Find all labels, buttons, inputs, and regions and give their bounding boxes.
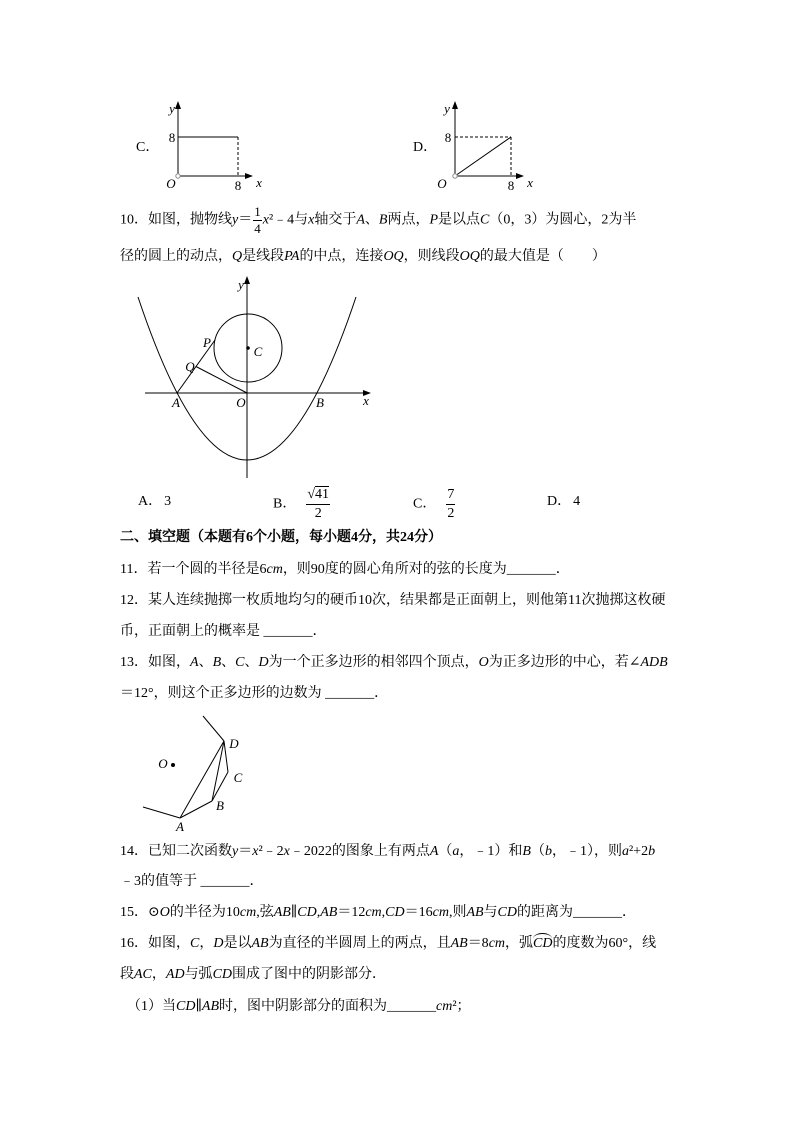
math-variable: OQ xyxy=(383,249,404,264)
text-run: ,则 xyxy=(448,905,467,920)
text-run: 两点， xyxy=(387,212,430,228)
text-run: 的最大值是（ ） xyxy=(479,249,606,264)
text-run: ²+2 xyxy=(628,844,649,859)
math-variable: A xyxy=(356,212,365,228)
q13-figure xyxy=(143,716,243,834)
text-run: ＝12 xyxy=(337,905,366,920)
text-run: ， xyxy=(151,967,166,982)
edge-dc xyxy=(224,741,228,772)
option-b-fraction xyxy=(306,487,330,522)
diagonal-segment xyxy=(455,137,511,176)
math-variable: cm xyxy=(488,936,506,951)
math-variable: ADB xyxy=(640,655,668,670)
y-tick-label: 8 xyxy=(444,130,452,145)
text-run: 的半径为10 xyxy=(169,905,240,920)
x-axis-label: x xyxy=(363,393,369,408)
text-run: 为直径的半圆周上的两点，且 xyxy=(268,936,451,951)
math-variable: AB xyxy=(251,936,269,951)
math-variable: A xyxy=(190,655,199,670)
text-run: ,弦 xyxy=(256,905,274,920)
option-b-numerator xyxy=(306,487,330,505)
q16-line-3 xyxy=(127,997,471,1017)
text-run: 、 xyxy=(221,655,236,670)
point-b-label: B xyxy=(216,798,224,813)
text-run: 与 xyxy=(483,905,498,920)
q14-line-2 xyxy=(120,872,264,892)
x-axis-label: x xyxy=(527,175,533,190)
origin-label: O xyxy=(437,176,447,191)
option-b-label: B． xyxy=(273,496,297,512)
math-variable: PA xyxy=(284,249,300,264)
fraction xyxy=(253,205,262,236)
x-axis-label: x xyxy=(256,175,262,190)
text-run: 、 xyxy=(364,212,379,228)
math-variable: AB xyxy=(450,936,468,951)
x-tick-label: 8 xyxy=(507,178,515,193)
text-run: ∥ xyxy=(290,905,298,920)
option-c-numerator: 7 xyxy=(446,487,455,505)
math-variable: x xyxy=(252,844,259,859)
text-run: （1）当 xyxy=(127,999,176,1014)
math-variable: AC xyxy=(134,967,152,982)
y-axis-arrow xyxy=(175,101,181,109)
option-a xyxy=(138,492,171,512)
math-variable: AB xyxy=(466,905,484,920)
math-variable: CD xyxy=(212,967,233,982)
math-variable: x xyxy=(308,212,315,228)
option-d-label: D． xyxy=(547,494,572,509)
text-run: 轴交于 xyxy=(314,212,357,228)
math-variable: x xyxy=(283,844,290,859)
y-tick-label: 8 xyxy=(168,130,176,145)
point-a-label: A xyxy=(176,819,184,834)
option-c-fraction xyxy=(446,487,455,522)
math-variable: B xyxy=(522,844,531,859)
point-p-label: P xyxy=(203,335,211,350)
math-variable: CD xyxy=(176,999,196,1014)
text-run: ＝8 xyxy=(467,936,489,951)
text-run: 与弧 xyxy=(184,967,213,982)
center-o-dot xyxy=(171,763,175,767)
text-run: ﹣2022的图象上有两点 xyxy=(289,844,430,859)
text-run: ，则线段 xyxy=(403,249,460,264)
math-variable: D xyxy=(258,655,269,670)
option-d xyxy=(547,492,580,512)
text-run: 段 xyxy=(120,967,134,982)
text-run: ，﹣1），则 xyxy=(551,844,622,859)
math-variable: cm xyxy=(365,905,382,920)
polygon-edge xyxy=(203,716,224,741)
q15-line-1 xyxy=(120,903,636,923)
y-axis-arrow xyxy=(452,101,458,109)
point-c-label: C xyxy=(253,344,263,359)
text-run: ，﹣1）和 xyxy=(459,844,523,859)
q10-line-2 xyxy=(120,247,606,267)
math-variable: A xyxy=(429,844,439,859)
text-run: ＝ xyxy=(238,212,253,228)
math-variable: B xyxy=(378,212,388,228)
q10-line-1 xyxy=(120,205,636,236)
q16-line-1 xyxy=(120,934,656,954)
text-run: 16．如图， xyxy=(120,936,190,951)
diagonal-db xyxy=(212,741,224,801)
text-run: 的距离为_______． xyxy=(517,905,636,920)
option-c xyxy=(413,487,456,522)
q12-line-1 xyxy=(120,591,665,611)
text-run: 是以点 xyxy=(438,212,481,228)
math-variable: y xyxy=(232,212,239,228)
math-variable: cm xyxy=(266,562,283,577)
math-variable: OQ xyxy=(459,249,480,264)
math-variable: a xyxy=(452,844,460,859)
text-run: ²； xyxy=(452,999,471,1014)
text-run: 是线段 xyxy=(242,249,285,264)
section-heading: 二、填空题（本题有6个小题，每小题4分，共24分） xyxy=(120,530,442,545)
option-c-label: C． xyxy=(136,140,160,155)
option-c-graph xyxy=(166,101,262,193)
x-axis-arrow xyxy=(516,173,524,179)
point-d-label: D xyxy=(229,736,239,751)
option-d-label: D． xyxy=(413,140,438,155)
math-variable: O xyxy=(478,655,489,670)
text-run: （ xyxy=(438,844,453,859)
option-d-graph xyxy=(437,101,533,193)
q14-line-1 xyxy=(120,842,655,862)
point-c-label: C xyxy=(233,770,243,785)
text-run: ，则90度的圆心角所对的弦的长度为_______． xyxy=(282,562,570,577)
text-run: 、 xyxy=(198,655,213,670)
math-variable: y xyxy=(232,844,239,859)
x-axis-arrow xyxy=(245,173,253,179)
math-variable: a xyxy=(621,844,629,859)
text-run: , xyxy=(316,905,321,920)
option-b xyxy=(273,487,331,522)
point-b-label: B xyxy=(316,395,324,410)
text-run: 围成了图中的阴影部分． xyxy=(232,967,387,982)
text-run: 10．如图，抛物线 xyxy=(120,212,232,228)
math-variable: x xyxy=(262,212,269,228)
text-run: 13．如图， xyxy=(120,655,190,670)
fraction-denominator: 4 xyxy=(254,221,261,236)
y-axis-label: y xyxy=(444,101,450,116)
point-o-label: O xyxy=(158,756,168,771)
option-b-denominator: 2 xyxy=(314,506,322,521)
option-a-value: 3 xyxy=(164,494,172,509)
radicand: 41 xyxy=(315,487,330,502)
y-axis-label: y xyxy=(169,101,175,116)
text-run: ， xyxy=(199,936,214,951)
text-run: 11．若一个圆的半径是6 xyxy=(120,562,267,577)
math-variable: C xyxy=(480,212,490,228)
text-run: ＝12°，则这个正多边形的边数为 _______． xyxy=(120,686,389,701)
origin-marker xyxy=(176,174,180,178)
option-d-value: 4 xyxy=(573,494,581,509)
text-run: 径的圆上的动点， xyxy=(120,249,232,264)
q10-figure xyxy=(138,276,371,478)
text-run: ²﹣4与 xyxy=(268,212,309,228)
text-run: ，弧 xyxy=(505,936,534,951)
math-variable: Q xyxy=(232,249,243,264)
math-variable: AB xyxy=(320,905,338,920)
arc-notation: CD xyxy=(533,934,552,954)
point-o-label: O xyxy=(236,395,246,410)
text-run: 为正多边形的中心，若∠ xyxy=(488,655,641,670)
text-run: 的中点，连接 xyxy=(299,249,384,264)
text-run: （0，3）为圆心，2为半 xyxy=(489,212,637,228)
text-run: 的度数为60°，线 xyxy=(552,936,657,951)
math-variable: AB xyxy=(273,905,291,920)
math-variable: CD xyxy=(385,905,405,920)
text-run: （ xyxy=(530,844,545,859)
option-a-label: A． xyxy=(138,494,163,509)
math-variable: b xyxy=(648,844,656,859)
point-q-label: Q xyxy=(185,359,195,374)
math-variable: D xyxy=(213,936,224,951)
math-variable: CD xyxy=(297,905,317,920)
text-run: 时，图中阴影部分的面积为_______ xyxy=(219,999,437,1014)
math-variable: CD xyxy=(497,905,517,920)
q13-line-1 xyxy=(120,653,668,673)
text-run: 12．某人连续抛掷一枚质地均匀的硬币10次，结果都是正面朝上，则他第11次抛掷这枚硬 xyxy=(120,593,666,608)
math-variable: O xyxy=(159,905,170,920)
point-a-label: A xyxy=(172,395,180,410)
q16-line-2 xyxy=(120,965,386,985)
q12-line-2 xyxy=(120,622,327,642)
text-run: 15．⊙ xyxy=(120,905,160,920)
y-axis-arrow xyxy=(244,276,250,284)
math-variable: b xyxy=(544,844,552,859)
fraction-numerator: 1 xyxy=(254,204,261,219)
center-c-dot xyxy=(246,346,250,350)
origin-marker xyxy=(453,174,457,178)
math-variable: cm xyxy=(239,905,257,920)
math-variable: AD xyxy=(165,967,185,982)
option-c-denominator: 2 xyxy=(447,506,455,521)
math-variable: cm xyxy=(436,999,453,1014)
text-run: ＝16 xyxy=(404,905,433,920)
math-variable: C xyxy=(190,936,200,951)
text-run: 是以 xyxy=(223,936,252,951)
math-variable: P xyxy=(429,212,439,228)
radical-sign: √ xyxy=(307,487,316,502)
text-run: ∥ xyxy=(195,999,202,1014)
text-run: ²﹣2 xyxy=(258,844,284,859)
text-run: 为一个正多边形的相邻四个顶点， xyxy=(268,655,479,670)
y-axis-label: y xyxy=(238,277,244,292)
segment-qo xyxy=(196,367,247,394)
q13-line-2 xyxy=(120,684,388,704)
text-run: ﹣3的值等于 _______． xyxy=(120,874,264,889)
text-run: ＝ xyxy=(238,844,253,859)
polygon-edge xyxy=(143,807,180,818)
math-variable: C xyxy=(235,655,245,670)
math-variable: cm xyxy=(432,905,449,920)
text-run: 14．已知二次函数 xyxy=(120,844,232,859)
x-tick-label: 8 xyxy=(234,178,242,193)
q11-line-1 xyxy=(120,560,570,580)
math-variable: B xyxy=(212,655,222,670)
text-run: , xyxy=(381,905,386,920)
text-run: 币，正面朝上的概率是 _______． xyxy=(120,624,327,639)
option-c-label: C． xyxy=(413,496,437,512)
origin-label: O xyxy=(166,176,176,191)
math-variable: AB xyxy=(201,999,220,1014)
text-run: 、 xyxy=(244,655,259,670)
